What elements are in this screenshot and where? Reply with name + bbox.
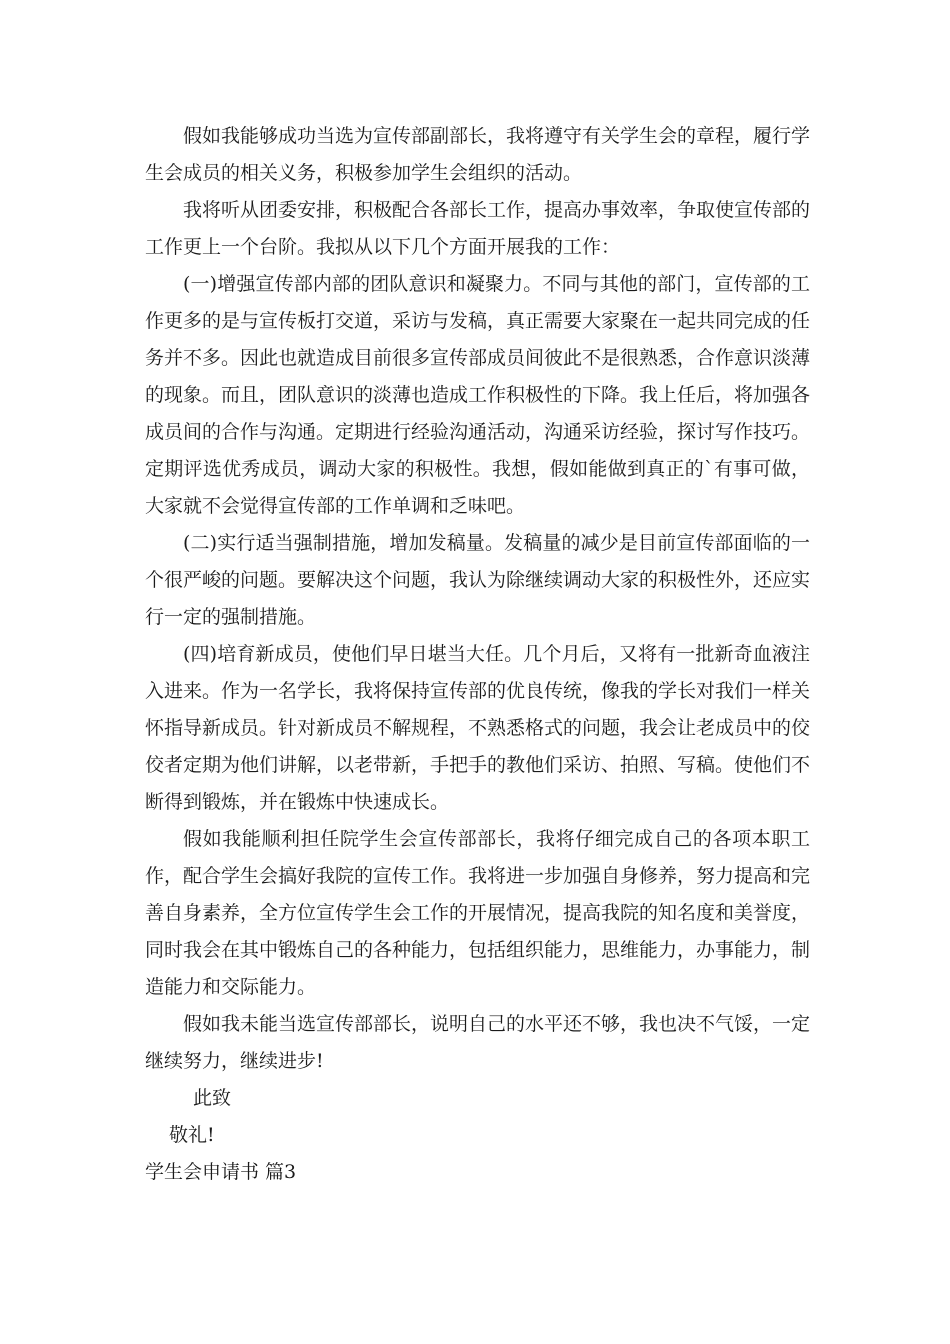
- paragraph-commitment: 假如我能顺利担任院学生会宣传部部长，我将仔细完成自己的各项本职工作，配合学生会搞好我院的宣传工作。我将进一步加强自身修养，努力提高和完善自身素养，全方位宣传学生会工作的开展情况，提高我院的知名度和美誉度，同时我会在其中锻炼自己的各种能力，包括组织能力，思维能力，办事能力，制造能力和交际能力。: [145, 828, 811, 998]
- paragraph-intro: 假如我能够成功当选为宣传部副部长，我将遵守有关学生会的章程，履行学生会成员的相关义务，积极参加学生会组织的活动。: [145, 125, 811, 184]
- closing-salute: 敬礼!: [169, 1124, 215, 1146]
- paragraph-point-2: (二)实行适当强制措施，增加发稿量。发稿量的减少是目前宣传部面临的一个很严峻的问题。要解决这个问题，我认为除继续调动大家的积极性外，还应实行一定的强制措施。: [145, 532, 811, 628]
- section-heading: 学生会申请书 篇3: [145, 1161, 297, 1183]
- paragraph-plan: 我将听从团委安排，积极配合各部长工作，提高办事效率，争取使宣传部的工作更上一个台阶。我拟从以下几个方面开展我的工作：: [145, 199, 811, 258]
- document-body: [145, 118, 810, 1191]
- paragraph-conclusion: 假如我未能当选宣传部部长，说明自己的水平还不够，我也决不气馁，一定继续努力，继续进步!: [145, 1013, 811, 1072]
- paragraph-point-1: (一)增强宣传部内部的团队意识和凝聚力。不同与其他的部门，宣传部的工作更多的是与宣传板打交道，采访与发稿，真正需要大家聚在一起共同完成的任务并不多。因此也就造成目前很多宣传部成员间彼此不是很熟悉，合作意识淡薄的现象。而且，团队意识的淡薄也造成工作积极性的下降。我上任后，将加强各成员间的合作与沟通。定期进行经验沟通活动，沟通采访经验，探讨写作技巧。定期评选优秀成员，调动大家的积极性。我想，假如能做到真正的`有事可做，大家就不会觉得宣传部的工作单调和乏味吧。: [145, 273, 811, 517]
- closing-greeting: 此致: [193, 1087, 232, 1109]
- paragraph-point-4: (四)培育新成员，使他们早日堪当大任。几个月后，又将有一批新奇血液注入进来。作为一名学长，我将保持宣传部的优良传统，像我的学长对我们一样关怀指导新成员。针对新成员不解规程，不熟悉格式的问题，我会让老成员中的佼佼者定期为他们讲解，以老带新，手把手的教他们采访、拍照、写稿。使他们不断得到锻炼，并在锻炼中快速成长。: [145, 643, 811, 813]
